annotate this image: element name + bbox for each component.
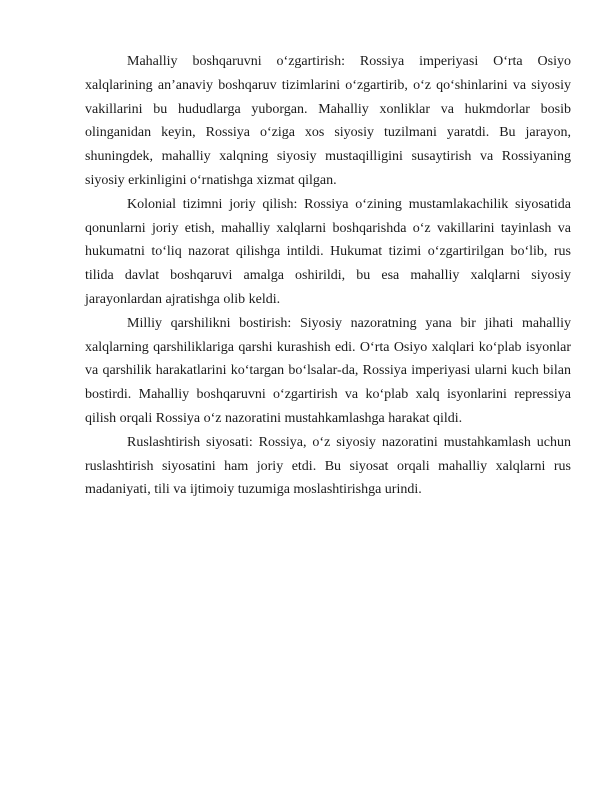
paragraph-local-governance: Mahalliy boshqaruvni o‘zgartirish: Rossiya imperiyasi O‘rta Osiyo xalqlarining an’anaviy boshqaruv tizimlarini o‘zgartirib, o‘z qo‘shinlarini va siyosiy vakillarini bu hududlarga yuborgan. Mahalliy xonliklar va hukmdorlar bosib olinganidan keyin, Rossiya o‘ziga xos siyosiy tuzilmani yaratdi. Bu jarayon, shuningdek, mahalliy xalqning siyosiy mustaqilligini susaytirish va Rossiyaning siyosiy erkinligini o‘rnatishga xizmat qilgan. (85, 54, 571, 188)
paragraph-russification-policy: Ruslashtirish siyosati: Rossiya, o‘z siyosiy nazoratini mustahkamlash uchun ruslashtirish siyosatini ham joriy etdi. Bu siyosat orqali mahalliy xalqlarni rus madaniyati, tili va ijtimoiy tuzumiga moslashtirishga urindi. (85, 434, 571, 498)
paragraph-national-resistance: Milliy qarshilikni bostirish: Siyosiy nazoratning yana bir jihati mahalliy xalqlarning qarshiliklariga qarshi kurashish edi. O‘rta Osiyo xalqlari ko‘plab isyonlar va qarshilik harakatlarini ko‘targan bo‘lsalar-da, Rossiya imperiyasi ularni kuch bilan bostirdi. Mahalliy boshqaruvni o‘zgartirish va ko‘plab xalq isyonlarini repressiya qilish orqali Rossiya o‘z nazoratini mustahkamlashga harakat qildi. (85, 315, 571, 426)
paragraph-colonial-system: Kolonial tizimni joriy qilish: Rossiya o‘zining mustamlakachilik siyosatida qonunlarni joriy etish, mahalliy xalqlarni boshqarishda o‘z vakillarini tayinlash va hukumatni to‘liq nazorat qilishga intildi. Hukumat tizimi o‘zgartirilgan bo‘lib, rus tilida davlat boshqaruvi amalga oshirildi, bu esa mahalliy xalqlarni siyosiy jarayonlardan ajratishga olib keldi. (85, 196, 571, 307)
document-page (85, 50, 571, 502)
